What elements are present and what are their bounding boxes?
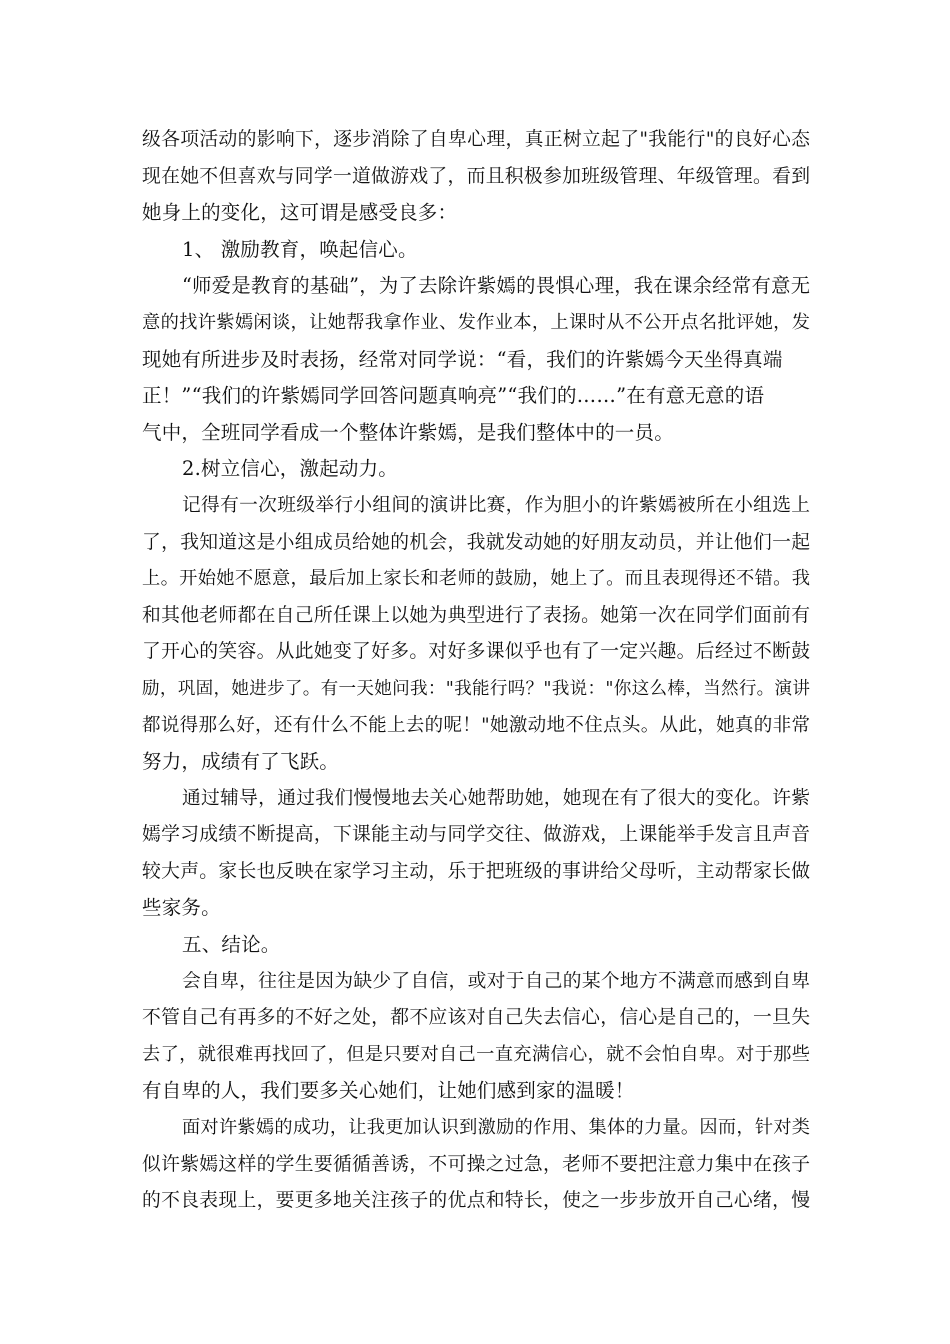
text-line: 会自卑，往往是因为缺少了自信，或对于自己的某个地方不满意而感到自卑 [182, 970, 810, 992]
text-line: 都说得那么好，还有什么不能上去的呢！"她激动地不住点头。从此，她真的非常 [142, 714, 810, 736]
text-line: 励，巩固，她进步了。有一天她问我："我能行吗？"我说："你这么棒，当然行。演讲 [142, 678, 810, 699]
text-line: 记得有一次班级举行小组间的演讲比赛，作为胆小的许紫嫣被所在小组选上 [182, 494, 810, 516]
text-line: 努力，成绩有了飞跃。 [142, 750, 340, 774]
text-line: 正！”“我们的许紫嫣同学回答问题真响亮”“我们的……”在有意无意的语 [142, 384, 765, 408]
text-line: 1、 激励教育，唤起信心。 [182, 237, 418, 261]
text-line: 了开心的笑容。从此她变了好多。对好多课似乎也有了一定兴趣。后经过不断鼓 [142, 641, 810, 663]
document-body [142, 122, 810, 1220]
text-line: 的不良表现上，要更多地关注孩子的优点和特长，使之一步步放开自己心绪，慢 [142, 1190, 810, 1212]
text-line: 面对许紫嫣的成功，让我更加认识到激励的作用、集体的力量。因而，针对类 [182, 1117, 810, 1139]
text-line: 些家务。 [142, 896, 221, 920]
text-line: 现在她不但喜欢与同学一道做游戏了，而且积极参加班级管理、年级管理。看到 [142, 165, 810, 187]
text-line: 上。开始她不愿意，最后加上家长和老师的鼓励，她上了。而且表现得还不错。我 [142, 568, 810, 590]
text-line: 有自卑的人，我们要多关心她们，让她们感到家的温暖！ [142, 1079, 635, 1103]
text-line: 级各项活动的影响下，逐步消除了自卑心理，真正树立起了"我能行"的良好心态 [142, 129, 810, 150]
text-line: “师爱是教育的基础”，为了去除许紫嫣的畏惧心理，我在课余经常有意无 [182, 274, 810, 298]
text-line: 不管自己有再多的不好之处，都不应该对自己失去信心，信心是自己的，一旦失 [142, 1007, 810, 1029]
text-line: 和其他老师都在自己所任课上以她为典型进行了表扬。她第一次在同学们面前有 [142, 604, 810, 626]
text-line: 较大声。家长也反映在家学习主动，乐于把班级的事讲给父母听，主动帮家长做 [142, 860, 810, 882]
text-line: 通过辅导，通过我们慢慢地去关心她帮助她，她现在有了很大的变化。许紫 [182, 787, 810, 809]
text-line: 她身上的变化，这可谓是感受良多： [142, 201, 458, 225]
text-line: 2.树立信心，激起动力。 [182, 457, 399, 481]
text-line: 现她有所进步及时表扬，经常对同学说：“看，我们的许紫嫣今天坐得真端 [142, 347, 783, 371]
text-line: 似许紫嫣这样的学生要循循善诱，不可操之过急，老师不要把注意力集中在孩子 [142, 1153, 810, 1175]
text-line: 五、结论。 [182, 933, 281, 957]
text-line: 气中，全班同学看成一个整体许紫嫣，是我们整体中的一员。 [142, 420, 674, 444]
text-line: 意的找许紫嫣闲谈，让她帮我拿作业、发作业本，上课时从不公开点名批评她，发 [142, 311, 810, 333]
text-line: 嫣学习成绩不断提高，下课能主动与同学交往、做游戏，上课能举手发言且声音 [142, 824, 810, 846]
text-line: 了，我知道这是小组成员给她的机会，我就发动她的好朋友动员，并让他们一起 [142, 531, 810, 553]
text-line: 去了，就很难再找回了，但是只要对自己一直充满信心，就不会怕自卑。对于那些 [142, 1043, 810, 1065]
